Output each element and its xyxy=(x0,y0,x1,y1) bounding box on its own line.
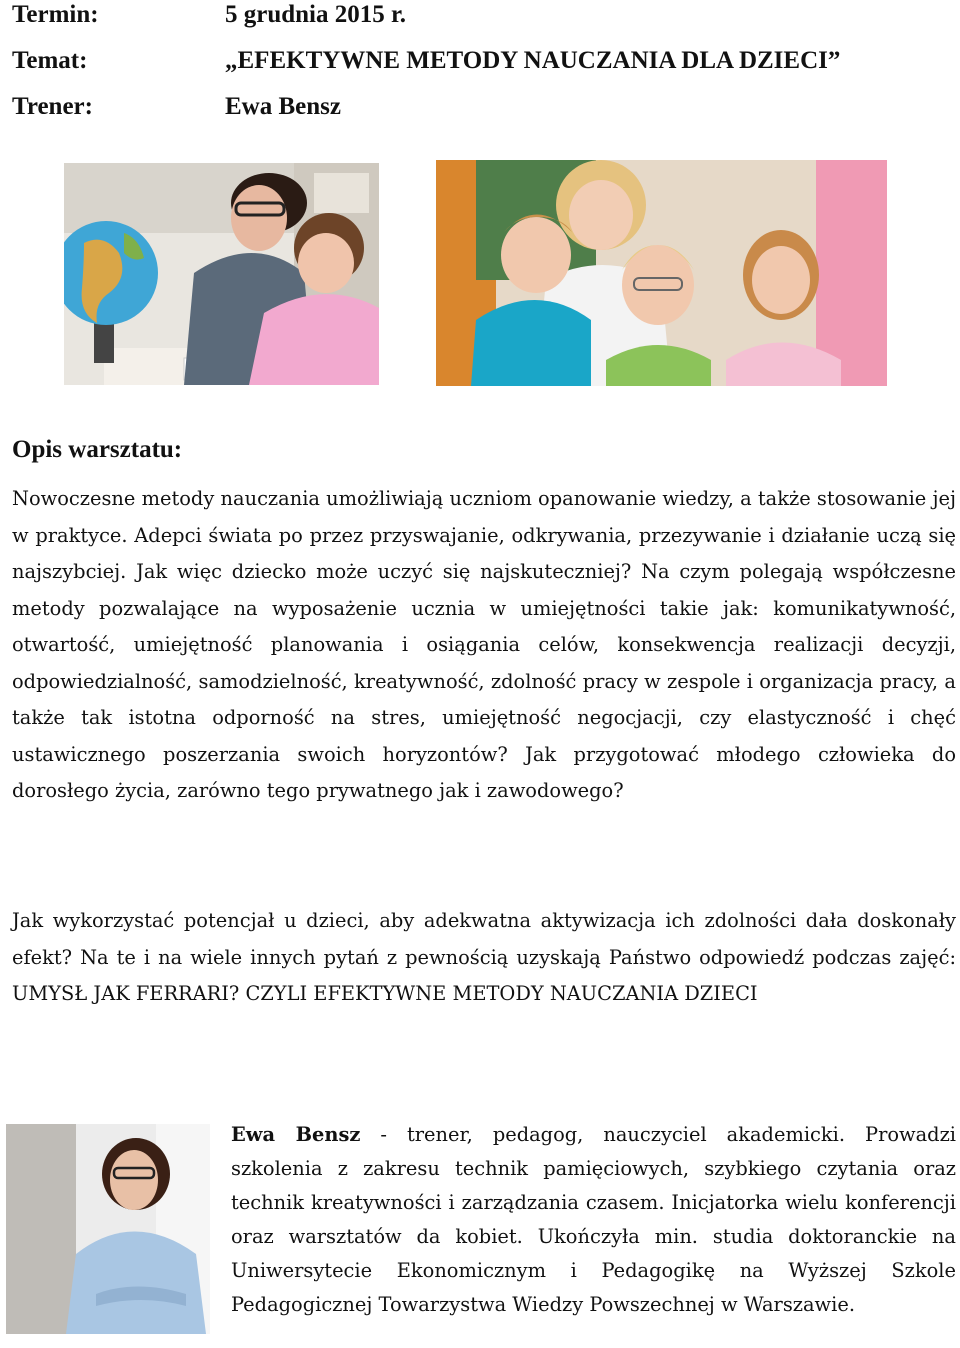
trainer-bio-text: - trener, pedagog, nauczyciel akademicki. Prowadzi szkolenia z zakresu technik pamięciowych, szybkiego czytania oraz technik kreatywności i zarządzania czasem. Inicjatorka wielu konferencji oraz warsztatów da kobiet. Ukończyła min. studia doktoranckie na Uniwersytecie Ekonomicznym i Pedagogikę na Wyższej Szkole Pedagogicznej Towarzystwa Wiedzy Powszechnej w Warszawie. xyxy=(231,1123,957,1316)
photo-teacher-with-girl xyxy=(64,163,379,385)
temat-value: „EFEKTYWNE METODY NAUCZANIA DLA DZIECI” xyxy=(225,47,841,74)
termin-value: 5 grudnia 2015 r. xyxy=(225,1,407,28)
photo-children-thumbs-up xyxy=(436,160,887,386)
trener-label: Trener: xyxy=(12,93,93,120)
description-paragraph-2: Jak wykorzystać potencjał u dzieci, aby adekwatna aktywizacja ich zdolności dała doskonały efekt? Na te i na wiele innych pytań z pewnością uzyskają Państwo odpowiedź podczas zajęć: UMYSŁ JAK FERRARI? CZYLI EFEKTYWNE METODY NAUCZANIA DZIECI xyxy=(12,909,956,1005)
trener-value: Ewa Bensz xyxy=(225,93,341,120)
temat-label: Temat: xyxy=(12,47,88,74)
termin-label: Termin: xyxy=(12,1,99,28)
section-title: Opis warsztatu: xyxy=(12,436,183,463)
trainer-portrait xyxy=(6,1124,210,1334)
trainer-bio xyxy=(231,1118,956,1322)
description-paragraph-1: Nowoczesne metody nauczania umożliwiają uczniom opanowanie wiedzy, a także stosowanie jej w praktyce. Adepci świata po przez przyswajanie, odkrywania, przezywanie i działanie uczą się najszybciej. Jak więc dziecko może uczyć się najskuteczniej? Na czym polegają współczesne metody pozwalające na wyposażenie ucznia w umiejętności takie jak: komunikatywność, otwartość, umiejętność planowania i osiągania celów, konsekwencja realizacji decyzji, odpowiedzialność, samodzielność, kreatywność, zdolność pracy w zespole i organizacja pracy, a także tak istotna odporność na stres, umiejętność negocjacji, czy elastyczność i chęć ustawicznego poszerzania swoich horyzontów? Jak przygotować młodego człowieka do dorosłego życia, zarówno tego prywatnego jak i zawodowego? xyxy=(12,487,956,802)
trainer-name: Ewa Bensz xyxy=(231,1123,361,1146)
